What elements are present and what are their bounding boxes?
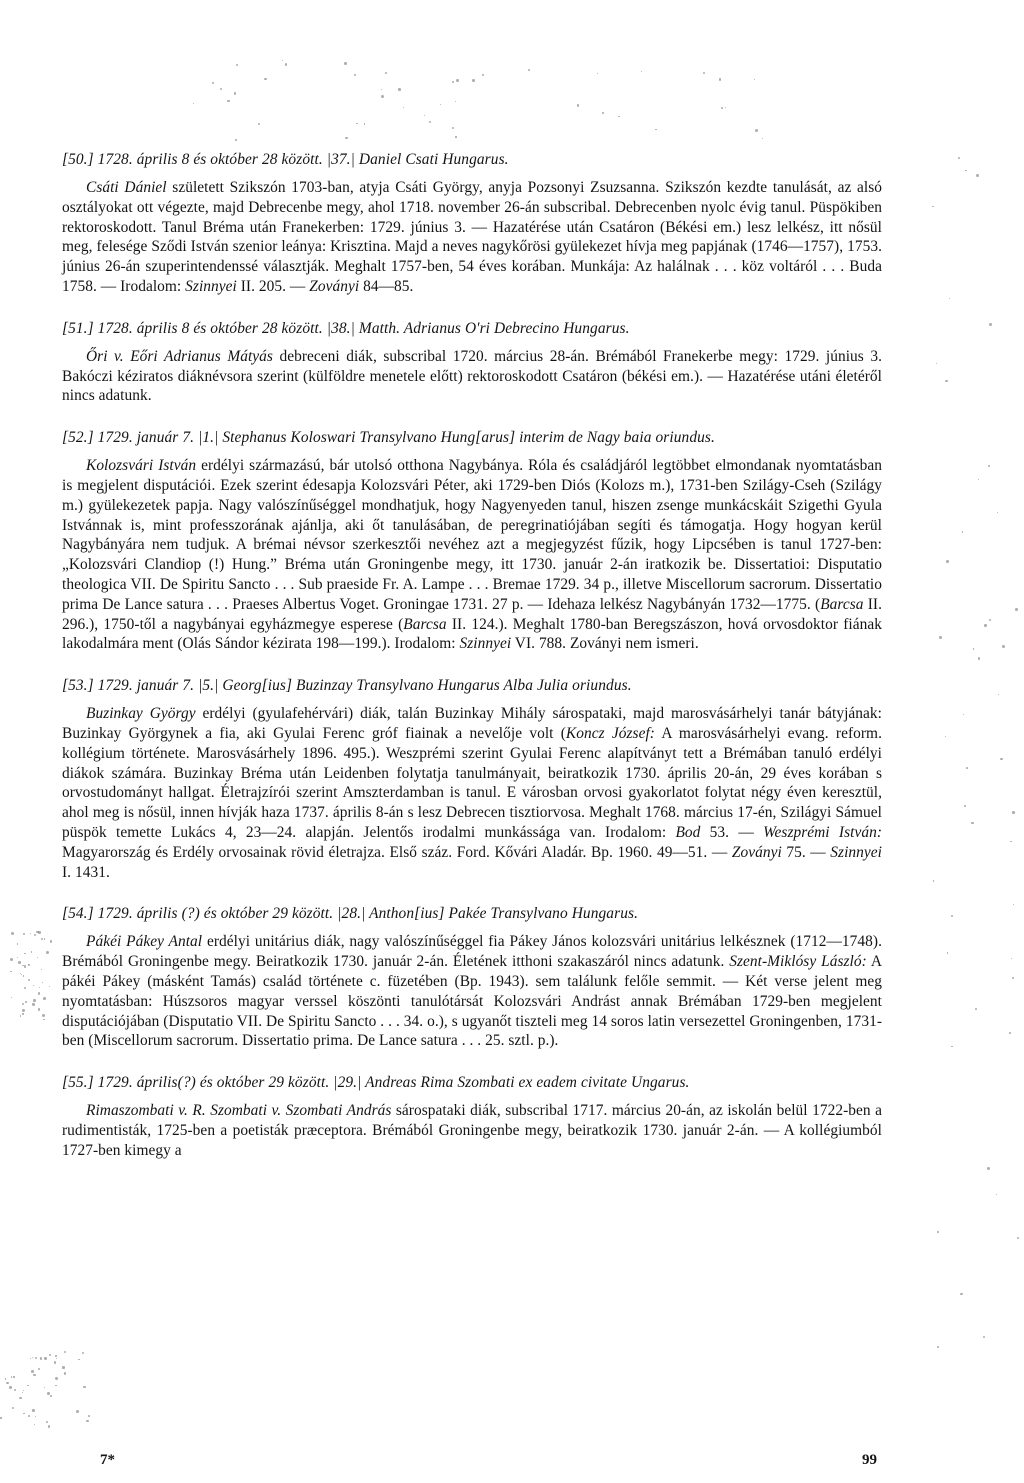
biography-entry	[62, 150, 882, 297]
scan-speckle	[13, 1376, 14, 1377]
entry-body: Csáti Dániel született Szikszón 1703-ban, atyja Csáti György, anyja Pozsonyi Zsuzsanna. Szikszón kezdte tanulását, az alsó osztályokat ott végezte, majd Debrecenbe megy, ahol 1718. november 26-án subscribal. Debrecenben nyolc évig tanul. Püspökiben rektoroskodott. Tanul Bréma után Franekerben: 1729. június 3. — Hazatérése után Csatáron (Békési em.) lesz lelkész, itt nősül meg, felesége Sződi István szenior leánya: Krisztina. Majd a neves nagykőrösi gyülekezet hívja meg papjának (1746—1757), 1753. június 26-án szuperintendenssé választják. Meghalt 1757-ben, 54 éves korában. Munkája: Az halálnak . . . köz voltáról . . . Buda 1758. — Irodalom: Szinnyei II. 205. — Zoványi 84—85.	[62, 179, 882, 295]
scan-speckle	[22, 1013, 23, 1014]
scan-speckle	[5, 1378, 6, 1379]
scan-speckle	[22, 1009, 25, 1012]
scan-speckle	[951, 915, 953, 917]
scan-speckle	[381, 95, 384, 98]
scan-speckle	[50, 1395, 52, 1397]
scan-speckle	[997, 512, 998, 513]
scan-speckle	[35, 1357, 37, 1359]
scan-speckle	[17, 943, 18, 944]
scan-speckle	[39, 987, 40, 988]
scan-speckle	[46, 1421, 48, 1423]
scan-speckle	[42, 982, 43, 983]
scan-speckle	[988, 465, 990, 467]
entry-body: Pákéi Pákey Antal erdélyi unitárius diák, nagy valószínűséggel fia Pákey János kolozsvári unitárius lelkésznek (1712—1748). Brémából Groningenbe megy. Beiratkozik 1730. január 2-án. Életének itthoni szakaszáról nincs adatunk. Szent-Miklósy László: A pákéi Pákey (másként Tamás) család története c. füzetében (Bp. 1943). sem találunk felőle semmit. — Két verse jelent meg nyomtatásban: Húszsoros magyar verssel köszönti tanulótársát Kolozsvári Andrást annak Brémában 1729-ben megjelent disputációjában (Disputatio VII. De Spiritu Sancto . . . 34. o.), s ugyanőt tiszteli meg 14 soros latin versezettel Groningenben, 1731-ben (Miscellorum sacrorum. Dissertatio prima. De Lance satura . . . 25. sztl. p.).	[62, 933, 882, 1050]
scan-speckle	[54, 1361, 57, 1364]
entry-heading: [54.] 1729. április (?) és október 29 között. |28.| Anthon[ius] Pakée Transylvano Hungarus.	[62, 905, 639, 923]
scan-speckle	[965, 170, 966, 171]
scan-speckle	[947, 952, 949, 954]
scan-speckle	[37, 957, 38, 958]
scan-speckle	[28, 1415, 30, 1417]
scan-speckle	[11, 932, 14, 935]
scan-speckle	[55, 1377, 58, 1380]
scan-speckle	[212, 82, 214, 84]
scan-speckle	[83, 1386, 86, 1389]
scan-speckle	[1013, 904, 1014, 905]
scan-speckle	[33, 985, 34, 986]
scan-speckle	[38, 992, 40, 994]
scan-speckle	[10, 971, 12, 973]
scan-speckle	[937, 1346, 939, 1348]
scan-speckle	[31, 1370, 34, 1373]
scan-speckle	[976, 174, 979, 177]
scan-speckle	[43, 997, 46, 1000]
scan-speckle	[1002, 645, 1005, 648]
scan-speckle	[440, 104, 441, 105]
scan-speckle	[38, 1368, 40, 1370]
scan-speckle	[32, 1357, 33, 1358]
scan-speckle	[32, 1409, 34, 1411]
scan-speckle	[64, 1372, 67, 1375]
scan-speckle	[1012, 977, 1014, 979]
biography-entry	[62, 904, 882, 1051]
biography-entry	[62, 428, 882, 654]
scan-speckle	[23, 975, 24, 976]
scan-speckle	[17, 957, 18, 958]
scan-speckle	[18, 961, 21, 964]
scan-speckle	[42, 1014, 45, 1017]
scan-speckle	[46, 951, 49, 954]
scan-speckle	[227, 100, 229, 102]
scan-speckle	[939, 636, 942, 639]
scan-speckle	[88, 1415, 90, 1417]
scan-speckle	[0, 1417, 1, 1418]
scan-speckle	[38, 1008, 41, 1011]
scan-speckle	[24, 953, 25, 954]
scan-speckle	[703, 72, 706, 75]
scan-speckle	[963, 714, 964, 715]
scan-speckle	[1017, 1237, 1019, 1239]
scan-speckle	[455, 136, 456, 137]
scan-speckle	[30, 1358, 31, 1359]
scan-speckle	[987, 1167, 990, 1170]
scan-speckle	[966, 767, 968, 769]
scan-speckle	[971, 822, 973, 824]
scan-speckle	[34, 934, 36, 936]
scan-speckle	[285, 63, 288, 66]
entry-body: Őri v. Eőri Adrianus Mátyás debreceni diák, subscribal 1720. március 28-án. Brémából Franekerbe megy: 1729. június 3. Bakóczi kéziratos diáknévsora szerint (külföldre menetele előtt) rektoroskodott Csatáron (békési em.). — Hazatérése utáni életéről nincs adatunk.	[62, 347, 882, 405]
scan-speckle	[960, 1293, 962, 1295]
scan-speckle	[28, 964, 30, 966]
scan-speckle	[962, 531, 964, 533]
document-page	[62, 150, 882, 1182]
scan-speckle	[258, 123, 260, 125]
scan-speckle	[996, 1194, 997, 1195]
scan-speckle	[49, 986, 50, 987]
scan-speckle	[49, 1354, 51, 1356]
scan-speckle	[755, 129, 758, 132]
scan-speckle	[34, 1424, 35, 1425]
scan-speckle	[234, 92, 236, 94]
scan-speckle	[424, 115, 425, 116]
scan-speckle	[14, 1389, 16, 1391]
scan-speckle	[43, 1019, 45, 1021]
scan-speckle	[23, 933, 25, 935]
scan-speckle	[344, 62, 347, 65]
scan-speckle	[958, 157, 960, 159]
scan-speckle	[719, 78, 721, 80]
scan-speckle	[983, 1336, 985, 1338]
scan-speckle	[50, 940, 53, 943]
scan-speckle	[973, 648, 974, 649]
scan-speckle	[9, 1386, 11, 1388]
scan-speckle	[1010, 841, 1012, 843]
scan-speckle	[22, 1392, 24, 1394]
scan-speckle	[41, 969, 42, 970]
scan-speckle	[998, 694, 999, 695]
scan-speckle	[24, 965, 27, 968]
scan-speckle	[1000, 758, 1003, 761]
scan-speckle	[235, 139, 237, 141]
scan-speckle	[932, 206, 934, 208]
scan-speckle	[602, 112, 604, 114]
scan-speckle	[28, 979, 30, 981]
scan-speckle	[41, 938, 43, 940]
scan-speckle	[403, 107, 404, 108]
scan-speckle	[35, 1416, 36, 1417]
scan-speckle	[762, 138, 763, 139]
scan-speckle	[978, 479, 979, 480]
scan-speckle	[1011, 958, 1012, 959]
scan-speckle	[984, 624, 987, 627]
scan-speckle	[264, 78, 266, 80]
scan-speckle	[1012, 811, 1015, 814]
entry-heading: [50.] 1728. április 8 és október 28 között. |37.| Daniel Csati Hungarus.	[62, 151, 509, 168]
scan-speckle	[47, 1392, 49, 1394]
scan-speckle	[398, 88, 401, 91]
scan-speckle	[48, 1425, 50, 1427]
scan-speckle	[381, 89, 382, 90]
scan-speckle	[25, 1001, 27, 1003]
page-footer	[0, 1452, 1024, 1476]
scan-speckle	[933, 880, 935, 882]
scan-speckle	[23, 1390, 24, 1391]
scan-speckle	[364, 123, 365, 124]
scan-speckle	[31, 951, 32, 952]
scan-speckle	[55, 1385, 57, 1387]
signature-mark: 7*	[100, 1452, 115, 1468]
scan-speckle	[11, 1376, 12, 1377]
scan-speckle	[455, 101, 456, 102]
scan-speckle	[193, 103, 194, 104]
scan-speckle	[978, 657, 981, 660]
scan-speckle	[23, 1413, 25, 1415]
page-number: 99	[862, 1452, 877, 1468]
scan-speckle	[472, 79, 475, 82]
scan-speckle	[597, 73, 598, 74]
scan-speckle	[385, 72, 387, 74]
scan-speckle	[655, 129, 657, 131]
scan-speckle	[6, 1382, 9, 1385]
scan-speckle	[82, 1352, 84, 1354]
scan-speckle	[975, 1008, 977, 1010]
entry-heading: [55.] 1729. április(?) és október 29 között. |29.| Andreas Rima Szombati ex eadem civitate Ungarus.	[62, 1074, 690, 1092]
entry-body: Kolozsvári István erdélyi származású, bár utolsó otthona Nagybánya. Róla és családjáról legtöbbet elmondanak nyomtatásban is megjelent disputációi. Ezek szerint édesapja Kolozsvári Péter, aki 1729-ben Diós (Kolozs m.), 1731-ben Szilágy-Cseh (Szilágy m.) gyülekezetek papja. Nagy valószínűséggel mondhatjuk, hogy Nagyenyeden tanul, hiszen zsenge munkácskáit Szigethi Gyula Istvánnak is, mint professzorának ajánlja, aki őt tanulásában, de peregrinatiójában segíti és támogatja. Hogy hogyan kerül Nagybányára nem tudjuk. A brémai névsor szerkesztői nevéhez azt a megjegyzést fűzik, hogy Lipcsében is tanul 1727-ben: „Kolozsvári Clandiop (!) Hung.” Bréma után Groningenbe megy, itt 1730. január 2-án iratkozik be. Dissertatioi: Disputatio theologica VII. De Spiritu Sancto . . . Sub praeside Fr. A. Lampe . . . Bremae 1729. 34 p., illetve Miscellorum sacrorum. Dissertatio prima De Lance satura . . . Praeses Albertus Voget. Groningae 1731. 27 p. — Idehaza lelkész Nagybányán 1732—1775. (Barcsa II. 296.), 1750-től a nagybányai egyházmegye esperese (Barcsa II. 124.). Meghalt 1780-ban Beregszászon, hová orvosdoktor fiának lakodalmára ment (Olás Sándor kézirata 198—199.). Irodalom: Szinnyei VI. 788. Zoványi nem ismeri.	[62, 457, 882, 653]
scan-speckle	[30, 933, 31, 934]
scan-speckle	[989, 323, 992, 326]
scan-speckle	[641, 71, 642, 72]
scan-speckle	[12, 1407, 14, 1409]
scan-speckle	[721, 107, 723, 109]
scan-speckle	[10, 958, 13, 961]
scan-speckle	[38, 931, 40, 933]
scan-speckle	[78, 1359, 80, 1361]
scan-speckle	[282, 60, 283, 61]
scan-speckle	[429, 121, 431, 123]
scan-speckle	[33, 999, 36, 1002]
scan-speckle	[936, 363, 937, 364]
scan-speckle	[528, 69, 530, 71]
scan-speckle	[989, 619, 991, 621]
entry-body: Buzinkay György erdélyi (gyulafehérvári) diák, talán Buzinkay Mihály sárospataki, majd marosvásárhelyi tanár bátyjának: Buzinkay Györgynek a fia, aki Gyulai Ferenc gróf fiainak a nevelője volt (Koncz József: A marosvásárhelyi evang. reform. kollégium története. Marosvásárhely 1896. 495.). Weszprémi szerint Gyulai Ferenc alapítványt tett a Brémában tanuló erdélyi diákok számára. Buzinkay Bréma után Leidenben folytatja tanulmányait, beiratkozik 1730. április 20-án, 29 éves korában s orvostudományt hallgat. Életrajzírói szerint Amszterdamban is tanul. E városban orvosi gyakorlatot folytat négy éven keresztül, ahol meg is nősül, innen hívják haza 1737. április 8-án s lesz Debrecen tisztiorvosa. Meghalt 1768. március 17-én, Szilágyi Sámuel püspök temette Lukács 4, 23—24. alapján. Jelentős irodalmi munkássága van. Irodalom: Bod 53. — Weszprémi István: Magyarország és Erdély orvosainak rövid életrajza. Első száz. Ford. Kővári Aladár. Bp. 1960. 49—51. — Zoványi 75. — Szinnyei I. 1431.	[62, 705, 882, 881]
scan-speckle	[19, 1397, 21, 1399]
scan-speckle	[44, 1357, 46, 1359]
scan-speckle	[64, 1351, 66, 1353]
scan-speckle	[40, 1357, 43, 1360]
scan-speckle	[33, 1374, 35, 1376]
scan-speckle	[76, 1410, 79, 1413]
scan-speckle	[456, 79, 459, 82]
entry-heading: [52.] 1729. január 7. |1.| Stephanus Koloswari Transylvano Hung[arus] interim de Nagy baia oriundus.	[62, 429, 715, 447]
scan-speckle	[964, 805, 966, 807]
scan-speckle	[62, 1366, 65, 1369]
scan-speckle	[20, 1015, 21, 1016]
entry-heading: [53.] 1729. január 7. |5.| Georg[ius] Buzinzay Transylvano Hungarus Alba Julia oriundus.	[62, 677, 632, 695]
scan-speckle	[354, 74, 356, 76]
scan-speckle	[949, 298, 950, 299]
scan-speckle	[482, 74, 484, 76]
scan-speckle	[24, 987, 26, 989]
scan-speckle	[577, 104, 579, 106]
biography-entry	[62, 1073, 882, 1160]
scan-speckle	[946, 560, 949, 563]
scan-speckle	[86, 1420, 88, 1422]
scan-speckle	[11, 997, 12, 998]
scan-speckle	[56, 1358, 57, 1359]
scan-speckle	[27, 1385, 28, 1386]
biography-entry	[62, 319, 882, 406]
biography-entry	[62, 676, 882, 882]
entry-body: Rimaszombati v. R. Szombati v. Szombati András sárospataki diák, subscribal 1717. március 20-án, az iskolán belül 1722-ben a rudimentisták, 1725-ben a poetisták præceptora. Brémából Groningenbe megy, beiratkozik 1730. január 2-án. — A kollégiumból 1727-ben kimegy a	[62, 1102, 882, 1159]
scan-speckle	[236, 64, 238, 66]
scan-speckle	[1015, 608, 1018, 611]
scan-speckle	[725, 107, 726, 108]
scan-speckle	[951, 1046, 953, 1048]
scan-speckle	[44, 938, 46, 940]
scan-speckle	[937, 1231, 939, 1233]
scan-speckle	[345, 137, 347, 139]
scan-speckle	[220, 88, 222, 90]
scan-speckle	[945, 380, 947, 382]
scan-speckle	[945, 736, 946, 737]
scan-speckle	[22, 1003, 24, 1005]
scan-speckle	[618, 116, 619, 117]
scan-speckle	[32, 1003, 34, 1005]
entry-heading: [51.] 1728. április 8 és október 28 között. |38.| Matth. Adrianus O'ri Debrecino Hungarus.	[62, 319, 630, 337]
scan-speckle	[452, 127, 454, 129]
scan-speckle	[754, 79, 755, 80]
scan-speckle	[55, 1355, 57, 1357]
scan-speckle	[44, 1387, 45, 1388]
scan-speckle	[356, 123, 358, 125]
scan-speckle	[1009, 1032, 1011, 1034]
scan-speckle	[452, 81, 454, 83]
